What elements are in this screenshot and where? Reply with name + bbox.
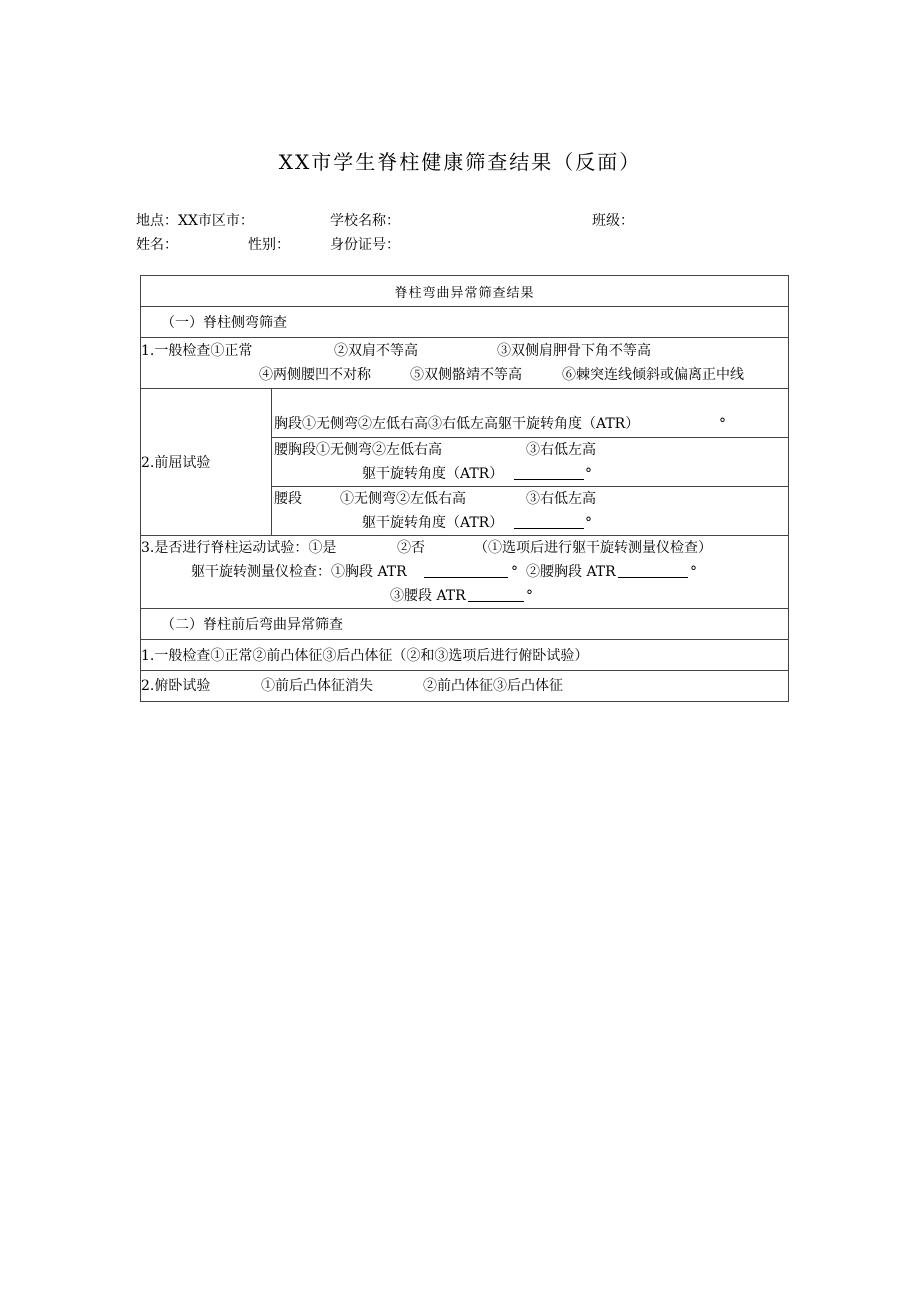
thoracic-options: 胸段①无侧弯②左低右高③右低左高躯干旋转角度（ATR） <box>274 416 640 432</box>
instrument-lumbar-blank[interactable] <box>468 584 524 602</box>
motion-test-row <box>141 536 789 609</box>
prone-test-row <box>141 671 789 702</box>
section2-row <box>141 609 789 640</box>
thoracolumbar-atr-blank[interactable] <box>514 462 584 480</box>
option-spinous-line: ⑥棘突连线倾斜或偏离正中线 <box>562 367 744 383</box>
section1-title: （一）脊柱侧弯筛查 <box>141 307 789 338</box>
school-name-label: 学校名称： <box>330 213 400 229</box>
instrument-thoracic-label: 躯干旋转测量仪检查：①胸段 ATR <box>191 564 407 580</box>
id-number-label: 身份证号： <box>330 237 400 253</box>
instrument-thoracolumbar-blank[interactable] <box>618 560 688 578</box>
general-check-cell <box>141 338 789 389</box>
prone-option1: ①前后凸体征消失 <box>261 678 373 694</box>
page-title: XX市学生脊柱健康筛查结果（反面） <box>278 150 642 174</box>
thoracic-degree: ° <box>719 416 726 432</box>
lumbar-label: 腰段 <box>274 491 302 507</box>
location-label: 地点：XX市区市： <box>136 213 254 229</box>
option-shoulders: ②双肩不等高 <box>334 343 418 359</box>
thoracolumbar-atr-label: 躯干旋转角度（ATR） <box>362 466 504 482</box>
instrument-thoracic-degree: ° <box>511 564 518 580</box>
motion-test-note: （①选项后进行躯干旋转测量仪检查） <box>474 540 712 556</box>
general-check-label: 1.一般检查①正常 <box>141 343 253 359</box>
option-pelvis: ⑤双侧骼靖不等高 <box>410 367 522 383</box>
lumbar-atr-blank[interactable] <box>514 511 584 529</box>
section1-row <box>141 307 789 338</box>
thoracic-cell <box>272 389 789 438</box>
instrument-lumbar-label: ③腰段 ATR <box>390 588 466 604</box>
instrument-lumbar-degree: ° <box>526 588 533 604</box>
screening-result-table <box>140 275 789 702</box>
gender-label: 性别： <box>248 237 290 253</box>
section2-general-row <box>141 640 789 671</box>
lumbar-cell <box>272 487 789 536</box>
section2-general-check: 1.一般检查①正常②前凸体征③后凸体征（②和③选项后进行俯卧试验） <box>141 640 789 671</box>
section2-title: （二）脊柱前后弯曲异常筛查 <box>141 609 789 640</box>
table-header-row <box>141 276 789 307</box>
table-header: 脊柱弯曲异常筛查结果 <box>141 276 789 307</box>
prone-option2: ②前凸体征③后凸体征 <box>423 678 563 694</box>
class-label: 班级： <box>592 213 634 229</box>
prone-test-label: 2.俯卧试验 <box>141 678 211 694</box>
forward-bend-label: 2.前屈试验 <box>141 389 272 536</box>
thoracolumbar-degree: ° <box>585 466 592 482</box>
forward-bend-row-thoracic <box>141 389 789 438</box>
instrument-thoracolumbar-label: ②腰胸段 ATR <box>526 564 616 580</box>
thoracolumbar-options: 腰胸段①无侧弯②左低右高 <box>274 442 442 458</box>
option-waist: ④两侧腰凹不对称 <box>259 367 371 383</box>
thoracolumbar-option3: ③右低左高 <box>526 442 596 458</box>
lumbar-degree: ° <box>585 515 592 531</box>
prone-test-cell <box>141 671 789 702</box>
name-label: 姓名： <box>136 237 178 253</box>
lumbar-option3: ③右低左高 <box>526 491 596 507</box>
option-scapula: ③双侧肩胛骨下角不等高 <box>497 343 651 359</box>
general-check-row <box>141 338 789 389</box>
motion-test-question: 3.是否进行脊柱运动试验：①是 <box>141 540 337 556</box>
instrument-thoracic-blank[interactable] <box>424 560 508 578</box>
instrument-thoracolumbar-degree: ° <box>690 564 697 580</box>
lumbar-options: ①无侧弯②左低右高 <box>340 491 466 507</box>
lumbar-atr-label: 躯干旋转角度（ATR） <box>362 515 504 531</box>
motion-test-no: ②否 <box>397 540 425 556</box>
thoracolumbar-cell <box>272 438 789 487</box>
motion-test-cell <box>141 536 789 609</box>
